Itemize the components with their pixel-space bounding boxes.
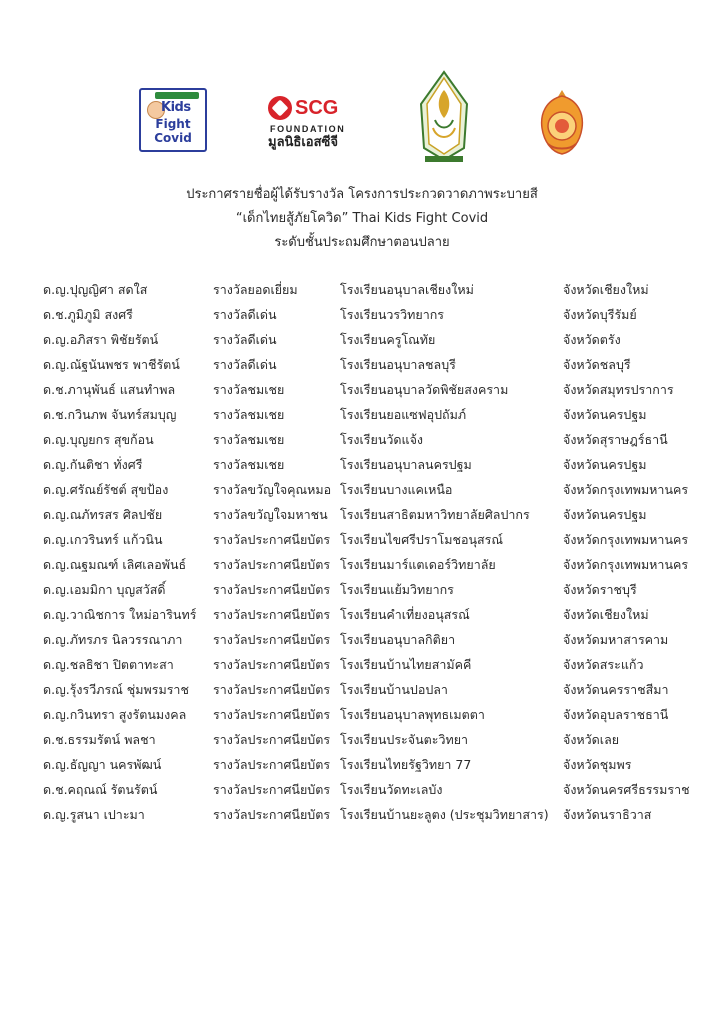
kids-fight-covid-logo xyxy=(139,88,207,152)
winner-province: จังหวัดสระแก้ว xyxy=(563,657,644,672)
winner-award: รางวัลประกาศนียบัตร xyxy=(213,782,331,797)
winner-school: โรงเรียนครูโณทัย xyxy=(340,332,436,347)
scg-thai-text: มูลนิธิเอสซีจี xyxy=(268,135,338,150)
winner-award: รางวัลดีเด่น xyxy=(213,357,277,372)
winner-province: จังหวัดเชียงใหม่ xyxy=(563,607,649,622)
winner-award: รางวัลขวัญใจคุณหมอ xyxy=(213,482,332,497)
winner-name: ด.ญ.บุญยกร สุขก้อน xyxy=(43,432,154,447)
winner-province: จังหวัดนครราชสีมา xyxy=(563,682,669,697)
winner-row xyxy=(0,430,724,455)
heading-line-1: ประกาศรายชื่อผู้ได้รับรางวัล โครงการประกวดวาดภาพระบายสี xyxy=(186,187,538,202)
winner-award: รางวัลประกาศนียบัตร xyxy=(213,532,331,547)
winner-row xyxy=(0,580,724,605)
winner-row xyxy=(0,330,724,355)
winner-award: รางวัลดีเด่น xyxy=(213,332,277,347)
winner-school: โรงเรียนบ้านไทยสามัคคี xyxy=(340,657,472,672)
obec-emblem-logo xyxy=(538,88,586,156)
winner-row xyxy=(0,530,724,555)
winner-name: ด.ญ.ปุญญิศา สดใส xyxy=(43,282,148,297)
winner-name: ด.ญ.เอมมิกา บุญสวัสดิ์ xyxy=(43,582,166,597)
winner-row xyxy=(0,280,724,305)
winner-province: จังหวัดราชบุรี xyxy=(563,582,637,597)
winner-province: จังหวัดมหาสารคาม xyxy=(563,632,669,647)
winner-province: จังหวัดนครปฐม xyxy=(563,507,647,522)
winner-award: รางวัลประกาศนียบัตร xyxy=(213,732,331,747)
winner-award: รางวัลชมเชย xyxy=(213,382,285,397)
winner-name: ด.ญ.ภัทรภร นิลวรรณาภา xyxy=(43,632,183,647)
winner-award: รางวัลประกาศนียบัตร xyxy=(213,582,331,597)
kids-logo-fight: Fight xyxy=(155,117,191,131)
winner-name: ด.ญ.ธัญญา นครพัฒน์ xyxy=(43,757,162,772)
winner-school: โรงเรียนอนุบาลชลบุรี xyxy=(340,357,456,372)
winner-school: โรงเรียนแย้มวิทยากร xyxy=(340,582,454,597)
winner-row xyxy=(0,355,724,380)
winner-row xyxy=(0,405,724,430)
winner-award: รางวัลชมเชย xyxy=(213,432,285,447)
winner-row xyxy=(0,630,724,655)
winner-row xyxy=(0,605,724,630)
logo-bar xyxy=(0,70,724,170)
winner-school: โรงเรียนบ้านปอปลา xyxy=(340,682,448,697)
announcement-heading xyxy=(0,183,724,255)
winner-award: รางวัลชมเชย xyxy=(213,407,285,422)
winner-school: โรงเรียนประจันตะวิทยา xyxy=(340,732,469,747)
winner-row xyxy=(0,555,724,580)
winner-school: โรงเรียนวัดแจ้ง xyxy=(340,432,424,447)
winner-province: จังหวัดอุบลราชธานี xyxy=(563,707,669,722)
winner-province: จังหวัดกรุงเทพมหานคร xyxy=(563,532,689,547)
winner-row xyxy=(0,680,724,705)
winner-school: โรงเรียนบ้านยะลูตง (ประชุมวิทยาสาร) xyxy=(340,807,549,822)
winner-row xyxy=(0,755,724,780)
winner-name: ด.ญ.รุ้งรวีภรณ์ ชุ่มพรมราช xyxy=(43,682,189,697)
winner-row xyxy=(0,705,724,730)
winner-school: โรงเรียนวรวิทยากร xyxy=(340,307,445,322)
winner-school: โรงเรียนอนุบาลพุทธเมตตา xyxy=(340,707,485,722)
winner-province: จังหวัดเชียงใหม่ xyxy=(563,282,649,297)
winner-name: ด.ญ.ศรัณย์รัชต์ สุขป้อง xyxy=(43,482,169,497)
scg-brand: SCG xyxy=(295,97,339,119)
winner-award: รางวัลดีเด่น xyxy=(213,307,277,322)
winner-name: ด.ญ.รูสนา เปาะมา xyxy=(43,807,145,822)
winner-school: โรงเรียนคำเที่ยงอนุสรณ์ xyxy=(340,607,470,622)
winner-province: จังหวัดกรุงเทพมหานคร xyxy=(563,557,689,572)
heading-line-2: “เด็กไทยสู้ภัยโควิด” Thai Kids Fight Covid xyxy=(235,211,489,226)
winner-row xyxy=(0,305,724,330)
winner-name: ด.ญ.กวินทรา สูงรัตนมงคล xyxy=(43,707,187,722)
winner-school: โรงเรียนมาร์แตเดอร์วิทยาลัย xyxy=(340,557,496,572)
winner-province: จังหวัดกรุงเทพมหานคร xyxy=(563,482,689,497)
winner-award: รางวัลยอดเยี่ยม xyxy=(213,282,298,297)
winner-award: รางวัลประกาศนียบัตร xyxy=(213,632,331,647)
winner-school: โรงเรียนไขศรีปราโมชอนุสรณ์ xyxy=(340,532,503,547)
ministry-emblem-logo xyxy=(415,70,473,166)
winner-province: จังหวัดชุมพร xyxy=(563,757,632,772)
winner-name: ด.ช.ภูมิภูมิ สงศรี xyxy=(43,307,133,322)
winner-name: ด.ญ.ณฐมณฑ์ เลิศเลอพันธ์ xyxy=(43,557,187,572)
winner-award: รางวัลประกาศนียบัตร xyxy=(213,607,331,622)
heading-line-3: ระดับชั้นประถมศึกษาตอนปลาย xyxy=(274,235,450,250)
winner-province: จังหวัดนครศรีธรรมราช xyxy=(563,782,690,797)
winner-row xyxy=(0,505,724,530)
winner-row xyxy=(0,655,724,680)
winner-row xyxy=(0,780,724,805)
winner-row xyxy=(0,480,724,505)
winner-school: โรงเรียนยอแซฟอุปถัมภ์ xyxy=(340,407,467,422)
winner-name: ด.ญ.ณัฐนันพชร พาชีรัตน์ xyxy=(43,357,180,372)
winner-row xyxy=(0,730,724,755)
winner-name: ด.ญ.เกวรินทร์ แก้วนิน xyxy=(43,532,163,547)
winner-province: จังหวัดนครปฐม xyxy=(563,407,647,422)
winner-name: ด.ญ.กันติชา ทั่งศรี xyxy=(43,457,143,472)
winner-name: ด.ช.ภานุพันธ์ แสนทำพล xyxy=(43,382,176,397)
winner-province: จังหวัดสุราษฎร์ธานี xyxy=(563,432,668,447)
winner-award: รางวัลประกาศนียบัตร xyxy=(213,807,331,822)
winner-school: โรงเรียนบางแคเหนือ xyxy=(340,482,453,497)
winner-province: จังหวัดสมุทรปราการ xyxy=(563,382,674,397)
winner-name: ด.ช.คฤณณ์ รัตนรัตน์ xyxy=(43,782,158,797)
scg-foundation-logo xyxy=(268,94,358,154)
winner-row xyxy=(0,805,724,830)
winner-name: ด.ญ.วาณิชการ ใหม่อารินทร์ xyxy=(43,607,197,622)
winner-school: โรงเรียนอนุบาลกิติยา xyxy=(340,632,456,647)
winner-name: ด.ญ.ณภัทรสร ศิลปชัย xyxy=(43,507,163,522)
winner-province: จังหวัดบุรีรัมย์ xyxy=(563,307,637,322)
winner-school: โรงเรียนวัดทะเลบัง xyxy=(340,782,443,797)
winner-row xyxy=(0,380,724,405)
winner-award: รางวัลประกาศนียบัตร xyxy=(213,557,331,572)
winner-province: จังหวัดนราธิวาส xyxy=(563,807,652,822)
winner-province: จังหวัดชลบุรี xyxy=(563,357,631,372)
scg-mark-icon xyxy=(268,96,292,120)
winner-award: รางวัลประกาศนียบัตร xyxy=(213,757,331,772)
winner-row xyxy=(0,455,724,480)
winner-name: ด.ช.กวินภพ จันทร์สมบุญ xyxy=(43,407,177,422)
winner-name: ด.ญ.อภิสรา พิชัยรัตน์ xyxy=(43,332,159,347)
winner-province: จังหวัดนครปฐม xyxy=(563,457,647,472)
winner-award: รางวัลประกาศนียบัตร xyxy=(213,657,331,672)
winner-school: โรงเรียนอนุบาลนครปฐม xyxy=(340,457,472,472)
winner-name: ด.ช.ธรรมรัตน์ พลชา xyxy=(43,732,156,747)
winner-award: รางวัลประกาศนียบัตร xyxy=(213,707,331,722)
winner-province: จังหวัดเลย xyxy=(563,732,620,747)
kids-logo-word: Kids xyxy=(161,100,191,115)
winner-name: ด.ญ.ชลธิชา ปิตตาทะสา xyxy=(43,657,174,672)
winner-school: โรงเรียนสาธิตมหาวิทยาลัยศิลปากร xyxy=(340,507,530,522)
winner-school: โรงเรียนไทยรัฐวิทยา 77 xyxy=(340,757,472,772)
winner-award: รางวัลประกาศนียบัตร xyxy=(213,682,331,697)
winner-school: โรงเรียนอนุบาลเชียงใหม่ xyxy=(340,282,474,297)
winner-school: โรงเรียนอนุบาลวัดพิชัยสงคราม xyxy=(340,382,509,397)
winner-award: รางวัลขวัญใจมหาชน xyxy=(213,507,328,522)
scg-foundation-text: FOUNDATION xyxy=(270,124,346,134)
kids-logo-covid: Covid xyxy=(154,131,192,145)
winner-award: รางวัลชมเชย xyxy=(213,457,285,472)
winner-province: จังหวัดตรัง xyxy=(563,332,621,347)
kids-banner xyxy=(155,92,199,99)
